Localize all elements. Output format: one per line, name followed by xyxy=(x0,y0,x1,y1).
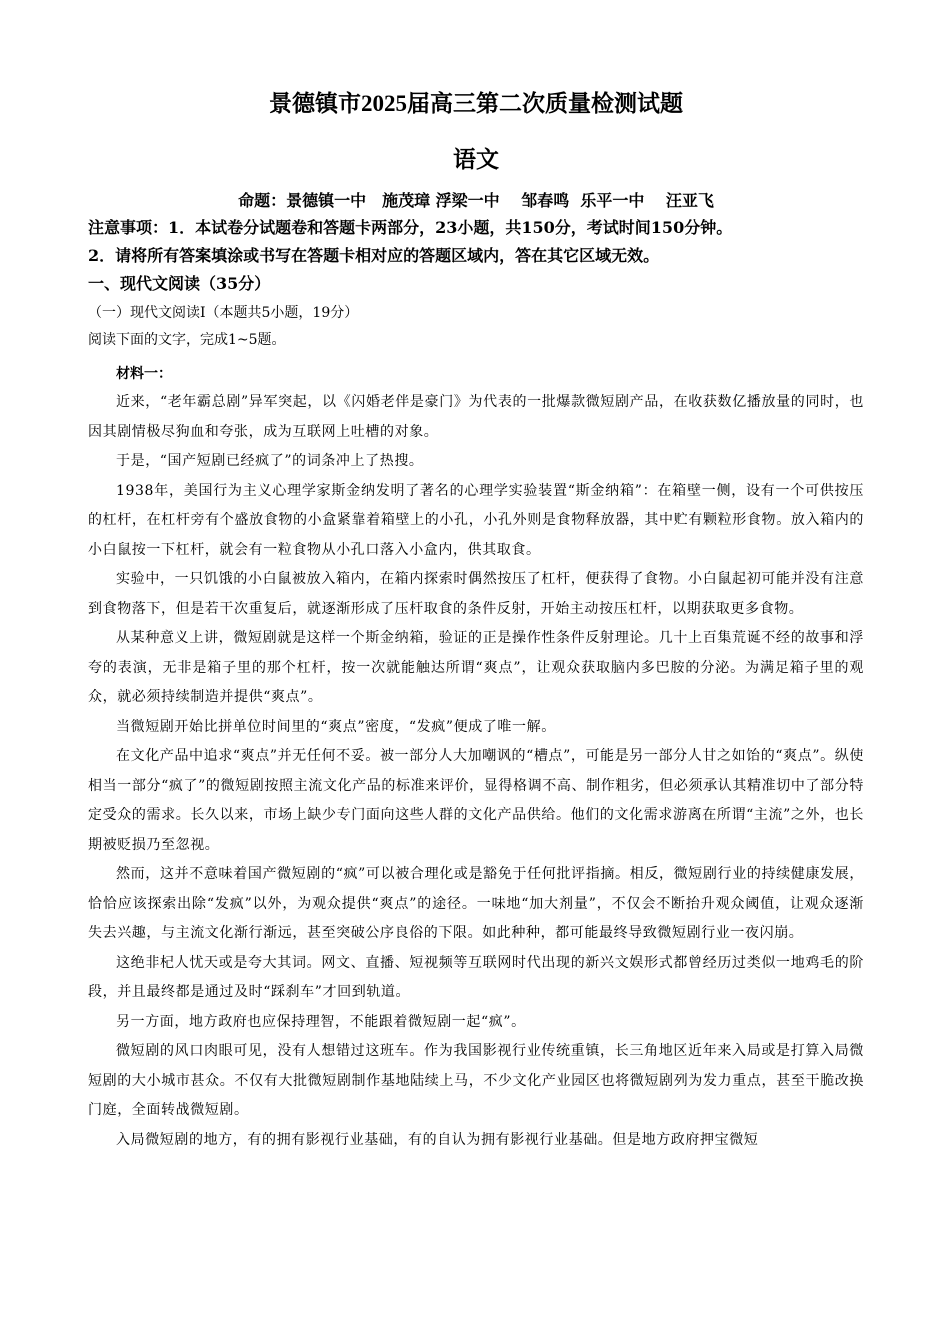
notice-line-1: 注意事项：1．本试卷分试题卷和答题卡两部分，23小题，共150分，考试时间150分钟。 xyxy=(88,218,733,237)
paragraph: 然而，这并不意味着国产微短剧的“疯”可以被合理化或是豁免于任何批评指摘。相反，微短剧行业的持续健康发展，恰恰应该探索出除“发疯”以外，为观众提供“爽点”的途径。一味地“加大剂量”，不仅会不断抬升观众阈值，让观众逐渐失去兴趣，与主流文化渐行渐远，甚至突破公序良俗的下限。如此种种，都可能最终导致微短剧行业一夜闪崩。 xyxy=(88,866,864,941)
reading-instruction: 阅读下面的文字，完成1~5题。 xyxy=(88,332,286,348)
exam-subject: 语文 xyxy=(453,146,499,173)
paragraph: 这绝非杞人忧天或是夸大其词。网文、直播、短视频等互联网时代出现的新兴文娱形式都曾经历过类似一地鸡毛的阶段，并且最终都是通过及时“踩刹车”才回到轨道。 xyxy=(88,954,864,1000)
material-label: 材料一： xyxy=(116,366,172,382)
paragraph: 于是，“国产短剧已经疯了”的词条冲上了热搜。 xyxy=(116,453,424,469)
paragraph: 入局微短剧的地方，有的拥有影视行业基础，有的自认为拥有影视行业基础。但是地方政府押宝微短 xyxy=(116,1131,759,1148)
paragraph: 当微短剧开始比拼单位时间里的“爽点”密度，“发疯”便成了唯一解。 xyxy=(116,718,556,735)
paragraph: 另一方面，地方政府也应保持理智，不能跟着微短剧一起“疯”。 xyxy=(116,1013,526,1030)
paragraph: 在文化产品中追求“爽点”并无任何不妥。被一部分人大加嘲讽的“槽点”，可能是另一部分人甘之如饴的“爽点”。纵使相当一部分“疯了”的微短剧按照主流文化产品的标准来评价，显得格调不高、制作粗劣，但必须承认其精准切中了部分特定受众的需求。长久以来，市场上缺少专门面向这些人群的文化产品供给。他们的文化需求游离在所谓“主流”之外，也长期被贬损乃至忽视。 xyxy=(88,748,864,853)
notice-line-2: 2．请将所有答案填涂或书写在答题卡相对应的答题区域内，答在其它区域无效。 xyxy=(88,246,660,265)
paragraph: 实验中，一只饥饿的小白鼠被放入箱内，在箱内探索时偶然按压了杠杆，便获得了食物。小白鼠起初可能并没有注意到食物落下，但是若干次重复后，就逐渐形成了压杆取食的条件反射，开始主动按压杠杆，以期获取更多食物。 xyxy=(88,571,864,617)
exam-authors: 命题：景德镇一中 施茂璋 浮梁一中 邹春鸣 乐平一中 汪亚飞 xyxy=(238,191,714,210)
exam-page xyxy=(88,86,864,1155)
exam-title: 景德镇市2025届高三第二次质量检测试题 xyxy=(269,91,683,116)
section-title: 一、现代文阅读（35分） xyxy=(88,274,271,293)
paragraph: 近来，“老年霸总剧”异军突起，以《闪婚老伴是豪门》为代表的一批爆款微短剧产品，在收获数亿播放量的同时，也因其剧情极尽狗血和夸张，成为互联网上吐槽的对象。 xyxy=(88,394,864,440)
paragraph: 1938年，美国行为主义心理学家斯金纳发明了著名的心理学实验装置“斯金纳箱”：在箱壁一侧，设有一个可供按压的杠杆，在杠杆旁有个盛放食物的小盒紧靠着箱壁上的小孔，小孔外则是食物释放器，其中贮有颗粒形食物。放入箱内的小白鼠按一下杠杆，就会有一粒食物从小孔口落入小盒内，供其取食。 xyxy=(88,482,864,558)
paragraph: 从某种意义上讲，微短剧就是这样一个斯金纳箱，验证的正是操作性条件反射理论。几十上百集荒诞不经的故事和浮夸的表演，无非是箱子里的那个杠杆，按一次就能触达所谓“爽点”，让观众获取脑内多巴胺的分泌。为满足箱子里的观众，就必须持续制造并提供“爽点”。 xyxy=(88,630,864,705)
sub-section-title: （一）现代文阅读Ⅰ（本题共5小题，19分） xyxy=(88,305,359,321)
paragraph: 微短剧的风口肉眼可见，没有人想错过这班车。作为我国影视行业传统重镇，长三角地区近年来入局或是打算入局微短剧的大小城市甚众。不仅有大批微短剧制作基地陆续上马，不少文化产业园区也将微短剧列为发力重点，甚至干脆改换门庭，全面转战微短剧。 xyxy=(88,1043,864,1118)
